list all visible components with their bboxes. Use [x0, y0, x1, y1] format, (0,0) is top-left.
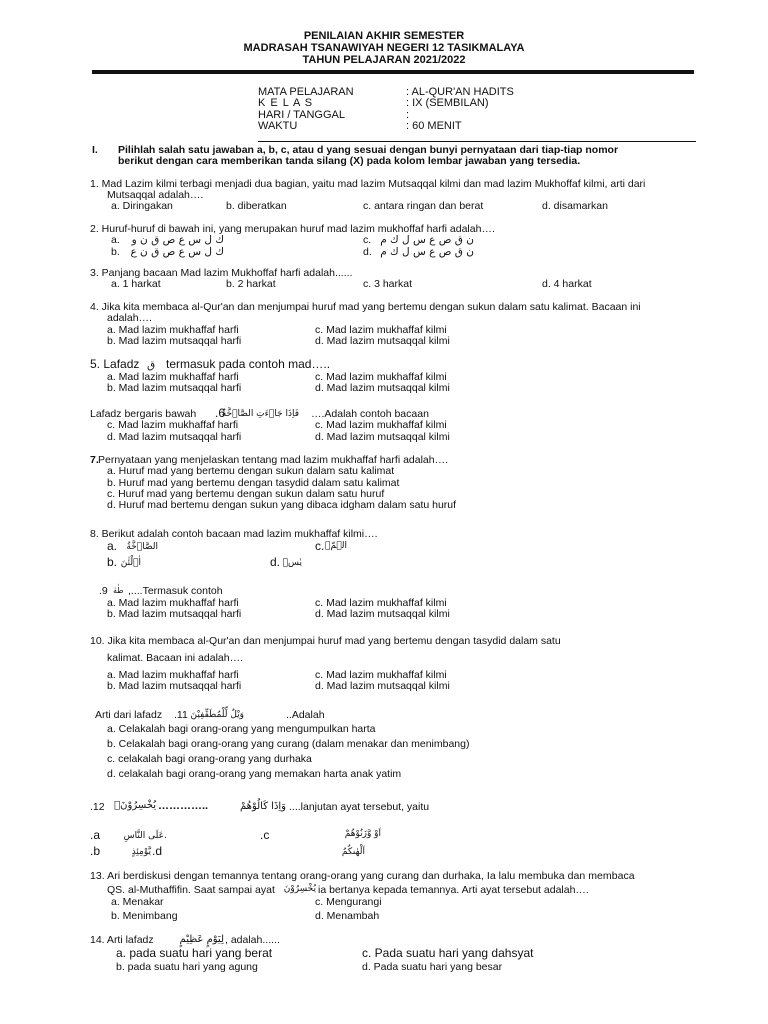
- q1-option-c: c. antara ringan dan berat: [363, 200, 484, 212]
- q13-option-c: c. Mengurangi: [315, 896, 382, 908]
- q2-option-d-arabic: ن ق ص ع س ل ك م: [380, 246, 474, 258]
- q9-option-a: a. Mad lazim mukhaffaf harfi: [107, 597, 239, 609]
- q5-suffix: termasuk pada contoh mad…..: [166, 357, 331, 371]
- header-divider: [92, 70, 694, 74]
- q9-suffix: ,....Termasuk contoh: [128, 585, 223, 597]
- q3-option-c: c. 3 harkat: [363, 278, 413, 290]
- q8-option-d-arabic: يٰسۤ: [282, 558, 302, 568]
- q10-option-a: a. Mad lazim mukhaffaf harfi: [107, 669, 239, 681]
- q12-option-a-label: .a: [90, 828, 101, 842]
- q5-prefix: 5. Lafadz: [90, 357, 140, 371]
- q5-option-b: b. Mad lazim mutsaqqal harfi: [107, 382, 242, 394]
- q11-prefix: Arti dari lafadz: [95, 709, 163, 721]
- q11-number: .11: [174, 709, 188, 721]
- q8-option-a-arabic: الصَّاۤخَّةُ: [126, 542, 158, 552]
- q2-option-d-label: d.: [363, 246, 372, 258]
- q9-option-d: d. Mad lazim mutsaqqal kilmi: [315, 608, 450, 620]
- q6-option-d-right: d. Mad lazim mutsaqqal kilmi: [315, 431, 450, 443]
- q1-text-line2: Mutsaqqal adalah….: [107, 189, 204, 201]
- q5-option-c: c. Mad lazim mukhaffaf kilmi: [315, 371, 447, 383]
- q1-option-b: b. diberatkan: [226, 200, 287, 212]
- q13-option-b: b. Menimbang: [111, 910, 178, 922]
- q2-option-c-arabic: ن ق ص ع س ل ك م: [380, 234, 474, 246]
- q3-text: 3. Panjang bacaan Mad lazim Mukhoffaf harfi adalah......: [90, 267, 353, 279]
- q2-option-b-label: b.: [111, 246, 120, 258]
- q5-arabic: ق: [147, 359, 156, 371]
- q7-number: 7.: [90, 454, 99, 466]
- q7-option-d: d. Huruf mad bertemu dengan sukun yang dibaca idgham dalam satu huruf: [107, 499, 457, 511]
- meta-divider: [258, 141, 696, 142]
- q14-prefix: 14. Arti lafadz: [90, 934, 154, 946]
- q11-suffix: ..Adalah: [286, 709, 325, 721]
- q12-option-b-label: .b: [90, 844, 101, 858]
- q8-option-c-label: c.: [315, 539, 325, 553]
- q10-option-c: c. Mad lazim mukhaffaf kilmi: [315, 669, 447, 681]
- q5-option-a: a. Mad lazim mukhaffaf harfi: [107, 371, 239, 383]
- q1-option-d: d. disamarkan: [542, 200, 608, 212]
- academic-year: TAHUN PELAJARAN 2021/2022: [302, 54, 466, 66]
- q13-text-line2a: QS. al-Muthaffifin. Saat sampai ayat: [107, 884, 275, 896]
- q14-option-d: d. Pada suatu hari yang besar: [362, 961, 503, 973]
- q6-option-c-left: c. Mad lazim mukhaffaf harfi: [107, 419, 239, 431]
- q4-option-c: c. Mad lazim mukhaffaf kilmi: [315, 324, 447, 336]
- q13-text-line2b: ia bertanya kepada temannya. Arti ayat tersebut adalah….: [318, 884, 589, 896]
- q6-option-d-left: d. Mad lazim mutsaqqal harfi: [107, 431, 242, 443]
- q7-option-b: b. Huruf mad yang bertemu dengan tasydid dalam satu kalimat: [107, 477, 400, 489]
- q12-blank: …………..: [158, 800, 209, 812]
- q4-option-d: d. Mad lazim mutsaqqal kilmi: [315, 335, 450, 347]
- q3-option-b: b. 2 harkat: [226, 278, 276, 290]
- q12-option-c-arabic: اَوْ وَّزَنُوْهُمْ: [344, 829, 381, 839]
- q14-option-a: a. pada suatu hari yang berat: [116, 946, 273, 960]
- q3-option-a: a. 1 harkat: [111, 278, 161, 290]
- q9-option-c: c. Mad lazim mukhaffaf kilmi: [315, 597, 447, 609]
- q12-option-a-dot: .: [164, 829, 167, 841]
- meta-label-date: HARI / TANGGAL: [258, 109, 346, 121]
- q11-option-a: a. Celakalah bagi orang-orang yang mengumpulkan harta: [107, 723, 376, 735]
- q9-arabic: طٰهٰ: [113, 586, 124, 595]
- q13-option-d: d. Menambah: [315, 910, 380, 922]
- q6-arabic: فَاِذَا جَاۤءَتِ الصَّاۤخَّةُ: [221, 409, 299, 419]
- q6-prefix: Lafadz bergaris bawah: [90, 408, 197, 420]
- q10-option-d: d. Mad lazim mutsaqqal kilmi: [315, 680, 450, 692]
- q10-option-b: b. Mad lazim mutsaqqal harfi: [107, 680, 242, 692]
- q12-option-d-arabic: اَلْهٰىكُمُ: [341, 847, 365, 857]
- meta-label-subject: MATA PELAJARAN: [258, 86, 354, 98]
- q8-option-a-label: a.: [107, 539, 118, 553]
- q10-text-line2: kalimat. Bacaan ini adalah….: [107, 652, 243, 664]
- school-name: MADRASAH TSANAWIYAH NEGERI 12 TASIKMALAYA: [243, 42, 525, 54]
- q1-option-a: a. Diringakan: [111, 200, 173, 212]
- q8-option-b-arabic: اٰۤلْئٰنَ: [120, 558, 141, 568]
- q11-option-b: b. Celakalah bagi orang-orang yang curang (dalam menakar dan menimbang): [107, 738, 470, 750]
- q11-option-c: c. celakalah bagi orang-orang yang durhaka: [107, 753, 312, 765]
- q5-option-d: d. Mad lazim mutsaqqal kilmi: [315, 382, 450, 394]
- q12-arabic-start: وَاِذَا كَالُوْهُمْ: [240, 801, 286, 812]
- q14-arabic: لِيَوْمٍ عَظِيْمٍ: [179, 934, 224, 945]
- q2-text: 2. Huruf-huruf di bawah ini, yang merupakan huruf mad lazim mukhoffaf harfi adalah….: [90, 223, 495, 235]
- q13-option-a: a. Menakar: [111, 896, 164, 908]
- q10-text-line1: 10. Jika kita membaca al-Qur'an dan menjumpai huruf mad yang bertemu dengan tasydid dalam satu: [90, 635, 561, 647]
- q12-option-d-label: .d: [152, 844, 163, 858]
- q8-text: 8. Berikut adalah contoh bacaan mad lazim mukhaffaf kilmi….: [90, 528, 378, 540]
- meta-value-class: : IX (SEMBILAN): [406, 97, 489, 109]
- q7-option-c: c. Huruf mad yang bertemu dengan sukun dalam satu huruf: [107, 488, 385, 500]
- q2-option-a-label: a.: [111, 234, 120, 246]
- q3-option-d: d. 4 harkat: [542, 278, 592, 290]
- meta-value-date: :: [406, 109, 410, 121]
- q4-option-a: a. Mad lazim mukhaffaf harfi: [107, 324, 239, 336]
- q14-option-b: b. pada suatu hari yang agung: [116, 961, 258, 973]
- q13-text-line1: 13. Ari berdiskusi dengan temannya tentang orang-orang yang curang dan durhaka, Ia lalu membuka dan membaca: [90, 870, 635, 882]
- q4-text-line2: adalah….: [107, 312, 152, 324]
- q12-suffix: ....lanjutan ayat tersebut, yaitu: [289, 801, 430, 813]
- q11-arabic: وَيْلٌ لِّلْمُطَفِّفِيْنَ: [190, 710, 244, 720]
- q2-option-a-arabic: ك ل س ع ص ق ن و: [131, 234, 224, 246]
- q12-number: .12: [90, 801, 105, 813]
- q8-option-d-label: d.: [270, 555, 281, 569]
- q13-arabic: يُخْسِرُوْنَ: [283, 884, 316, 894]
- q9-option-b: b. Mad lazim mutsaqqal harfi: [107, 608, 242, 620]
- q4-option-b: b. Mad lazim mutsaqqal harfi: [107, 335, 242, 347]
- q6-number: .6: [215, 406, 226, 420]
- q7-option-a: a. Huruf mad yang bertemu dengan sukun dalam satu kalimat: [107, 465, 395, 477]
- q7-text: Pernyataan yang menjelaskan tentang mad lazim mukhaffaf harfi adalah….: [98, 454, 449, 466]
- meta-label-class: K E L A S: [258, 97, 314, 109]
- q12-arabic-end: يُخْسِرُوْنَۗ: [114, 800, 156, 811]
- meta-value-subject: : AL-QUR'AN HADITS: [406, 86, 514, 98]
- q12-option-c-label: .c: [260, 828, 270, 842]
- q2-option-c-label: c.: [363, 234, 372, 246]
- q8-option-c-arabic: الۤمّۤ: [324, 541, 347, 551]
- meta-label-time: WAKTU: [258, 120, 298, 132]
- section-instruction-line1: Pilihlah salah satu jawaban a, b, c, atau d yang sesuai dengan bunyi pernyataan dari tiap-tiap nomor: [118, 144, 619, 156]
- exam-title: PENILAIAN AKHIR SEMESTER: [303, 30, 465, 42]
- section-number: I.: [92, 144, 98, 156]
- q2-option-b-arabic: ك ل س ع ص ق ن ع: [130, 246, 224, 258]
- q9-number: .9: [99, 585, 108, 597]
- q14-option-c: c. Pada suatu hari yang dahsyat: [362, 946, 534, 960]
- q11-option-d: d. celakalah bagi orang-orang yang memakan harta anak yatim: [107, 768, 402, 780]
- q8-option-b-label: b.: [107, 555, 118, 569]
- q1-text-line1: 1. Mad Lazim kilmi terbagi menjadi dua bagian, yaitu mad lazim Mutsaqqal kilmi dan mad lazim Mukhoffaf kilmi, arti dari: [90, 178, 646, 190]
- meta-value-time: : 60 MENIT: [406, 120, 462, 132]
- q12-option-a-arabic: عَلَى النَّاسِ: [123, 831, 164, 841]
- q12-option-b-arabic: يَّوْمِئِذٍ: [131, 847, 151, 857]
- q6-suffix: ….Adalah contoh bacaan: [311, 408, 429, 420]
- section-instruction-line2: berikut dengan cara memberikan tanda silang (X) pada kolom lembar jawaban yang tersedia.: [118, 155, 581, 167]
- q6-option-c-right: c. Mad lazim mukhaffaf kilmi: [315, 419, 447, 431]
- q4-text-line1: 4. Jika kita membaca al-Qur'an dan menjumpai huruf mad yang bertemu dengan sukun dalam satu kalimat. Bacaan ini: [90, 301, 641, 313]
- q14-suffix: , adalah......: [225, 934, 280, 946]
